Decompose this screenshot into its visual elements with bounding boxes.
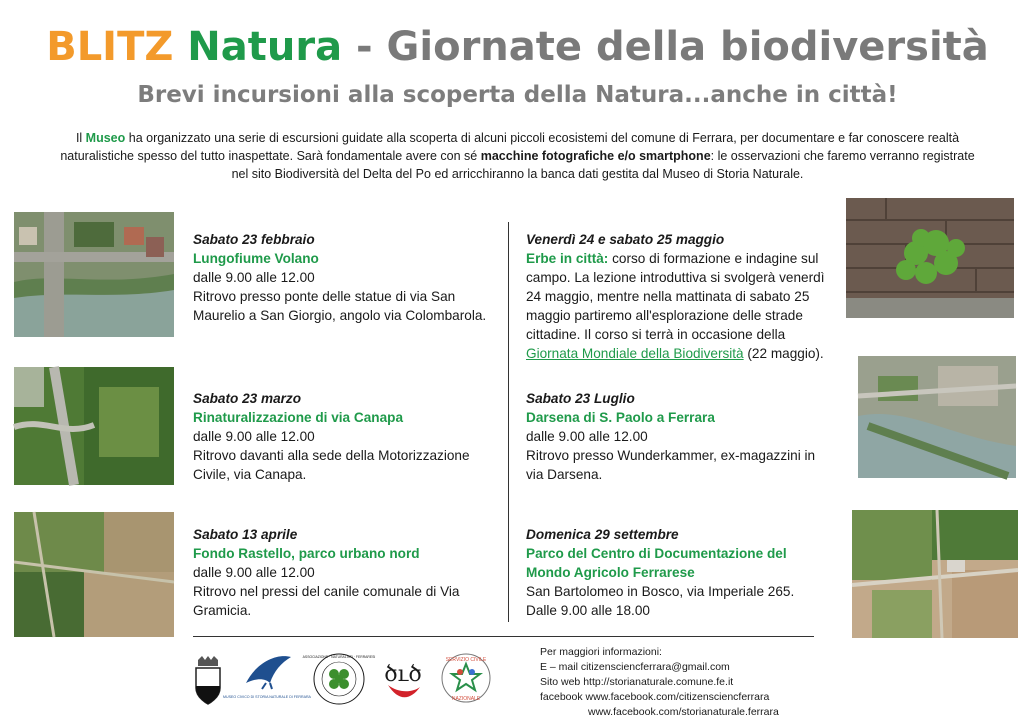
info-website[interactable]: Sito web http://storianaturale.comune.fe.it [540,676,734,688]
intro-museo: Museo [85,131,126,145]
photo-lungofiume-volano [14,212,174,337]
event-place: Erbe in città: [526,251,609,266]
photo-centro-documentazione [852,510,1018,638]
ferrara-crest-icon [194,656,222,706]
event-feb [193,230,493,325]
event-jul [526,389,826,484]
event-time: dalle 9.00 alle 12.00 [193,429,315,444]
contact-info [540,645,779,720]
info-heading: Per maggiori informazioni: [540,646,662,658]
footer-divider [193,636,814,637]
museo-logo [223,653,311,711]
event-details: corso di formazione e indagine sul campo. La lezione introduttiva si svolgerà venerdì 24 maggio, mentre nella mattinata di sabato 25 maggio partiremo all'esplorazione delle strade cittadine. Il corso si terrà in occasione della [526,251,825,342]
event-time: dalle 9.00 alle 12.00 [193,270,315,285]
servizio-civile-text: SERVIZIO CIVILE [445,657,487,663]
info-facebook-1[interactable]: facebook www.facebook.com/citizensciencferrara [540,691,770,703]
event-place: Fondo Rastello, parco urbano nord [193,546,420,561]
event-date: Sabato 13 aprile [193,527,298,542]
event-details: Ritrovo nel pressi del canile comunale di Via Gramicia. [193,584,460,618]
intro-bold: macchine fotografiche e/o smartphone [480,149,711,163]
nazionale-text: NAZIONALE [451,696,481,702]
event-date: Sabato 23 febbraio [193,232,315,247]
event-date: Venerdì 24 e sabato 25 maggio [526,232,725,247]
event-place: Rinaturalizzazione di via Canapa [193,410,403,425]
naturalisti-logo-text: ASSOCIAZIONE · NATURALISTI · FERRARESI [302,655,376,659]
intro-text-3: : le osservazioni che faremo verranno registrate nel sito Biodiversità del Delta del Po ed arricchiranno la banca dati gestita dal Museo di Storia Naturale. [231,149,975,181]
event-time: dalle 9.00 alle 12.00 [193,565,315,580]
event-details: San Bartolomeo in Bosco, via Imperiale 265. [526,584,795,599]
photo-via-canapa [14,367,174,485]
info-email[interactable]: E – mail citizensciencferrara@gmail.com [540,661,730,673]
event-sep [526,525,826,620]
event-apr [193,525,493,620]
event-details: Ritrovo presso ponte delle statue di via San Maurelio a San Giorgio, angolo via Colombarola. [193,289,487,323]
event-date: Sabato 23 marzo [193,391,302,406]
museo-logo-text: MUSEO CIVICO DI STORIA NATURALE DI FERRARA [223,695,311,699]
photo-darsena [858,356,1016,478]
naturalisti-logo [302,652,376,706]
event-place: Lungofiume Volano [193,251,319,266]
title-rest: - Giornate della biodiversità [356,24,989,70]
abc-logo-icon [378,655,428,703]
title-natura: Natura [187,24,343,70]
intro-text-2: ha organizzato una serie di escursioni guidate alla scoperta di alcuni piccoli ecosistemi del comune di Ferrara, per documentare e far conoscere realtà naturalistiche spesso del tutto inaspettate. Sarà fondamentale avere con sé [60,131,960,163]
page-subtitle: Brevi incursioni alla scoperta della Natura...anche in città! [137,82,898,108]
event-mar [193,389,503,484]
intro-text-1: Il [75,131,86,145]
photo-erbe-in-citta [846,198,1014,318]
event-place: Parco del Centro di Documentazione del Mondo Agricolo Ferrarese [526,546,787,580]
event-time: Dalle 9.00 alle 18.00 [526,603,650,618]
page-title [0,22,1035,72]
event-date: Sabato 23 Luglio [526,391,635,406]
servizio-civile-logo [440,652,492,704]
info-facebook-2[interactable]: www.facebook.com/storianaturale.ferrara [588,706,779,718]
photo-fondo-rastello [14,512,174,637]
column-divider [508,222,509,622]
intro-paragraph [60,129,975,183]
event-details: Ritrovo presso Wunderkammer, ex-magazzini in via Darsena. [526,448,816,482]
biodiversity-day-link[interactable]: Giornata Mondiale della Biodiversità [526,346,744,361]
event-place: Darsena di S. Paolo a Ferrara [526,410,715,425]
title-blitz: BLITZ [46,24,174,70]
event-details-end: (22 maggio). [743,346,824,361]
event-time: dalle 9.00 alle 12.00 [526,429,648,444]
event-may [526,230,826,363]
event-date: Domenica 29 settembre [526,527,679,542]
svg-text:ծւծ: ծւծ [384,662,422,687]
event-details: Ritrovo davanti alla sede della Motorizzazione Civile, via Canapa. [193,448,470,482]
event-body [526,249,826,363]
